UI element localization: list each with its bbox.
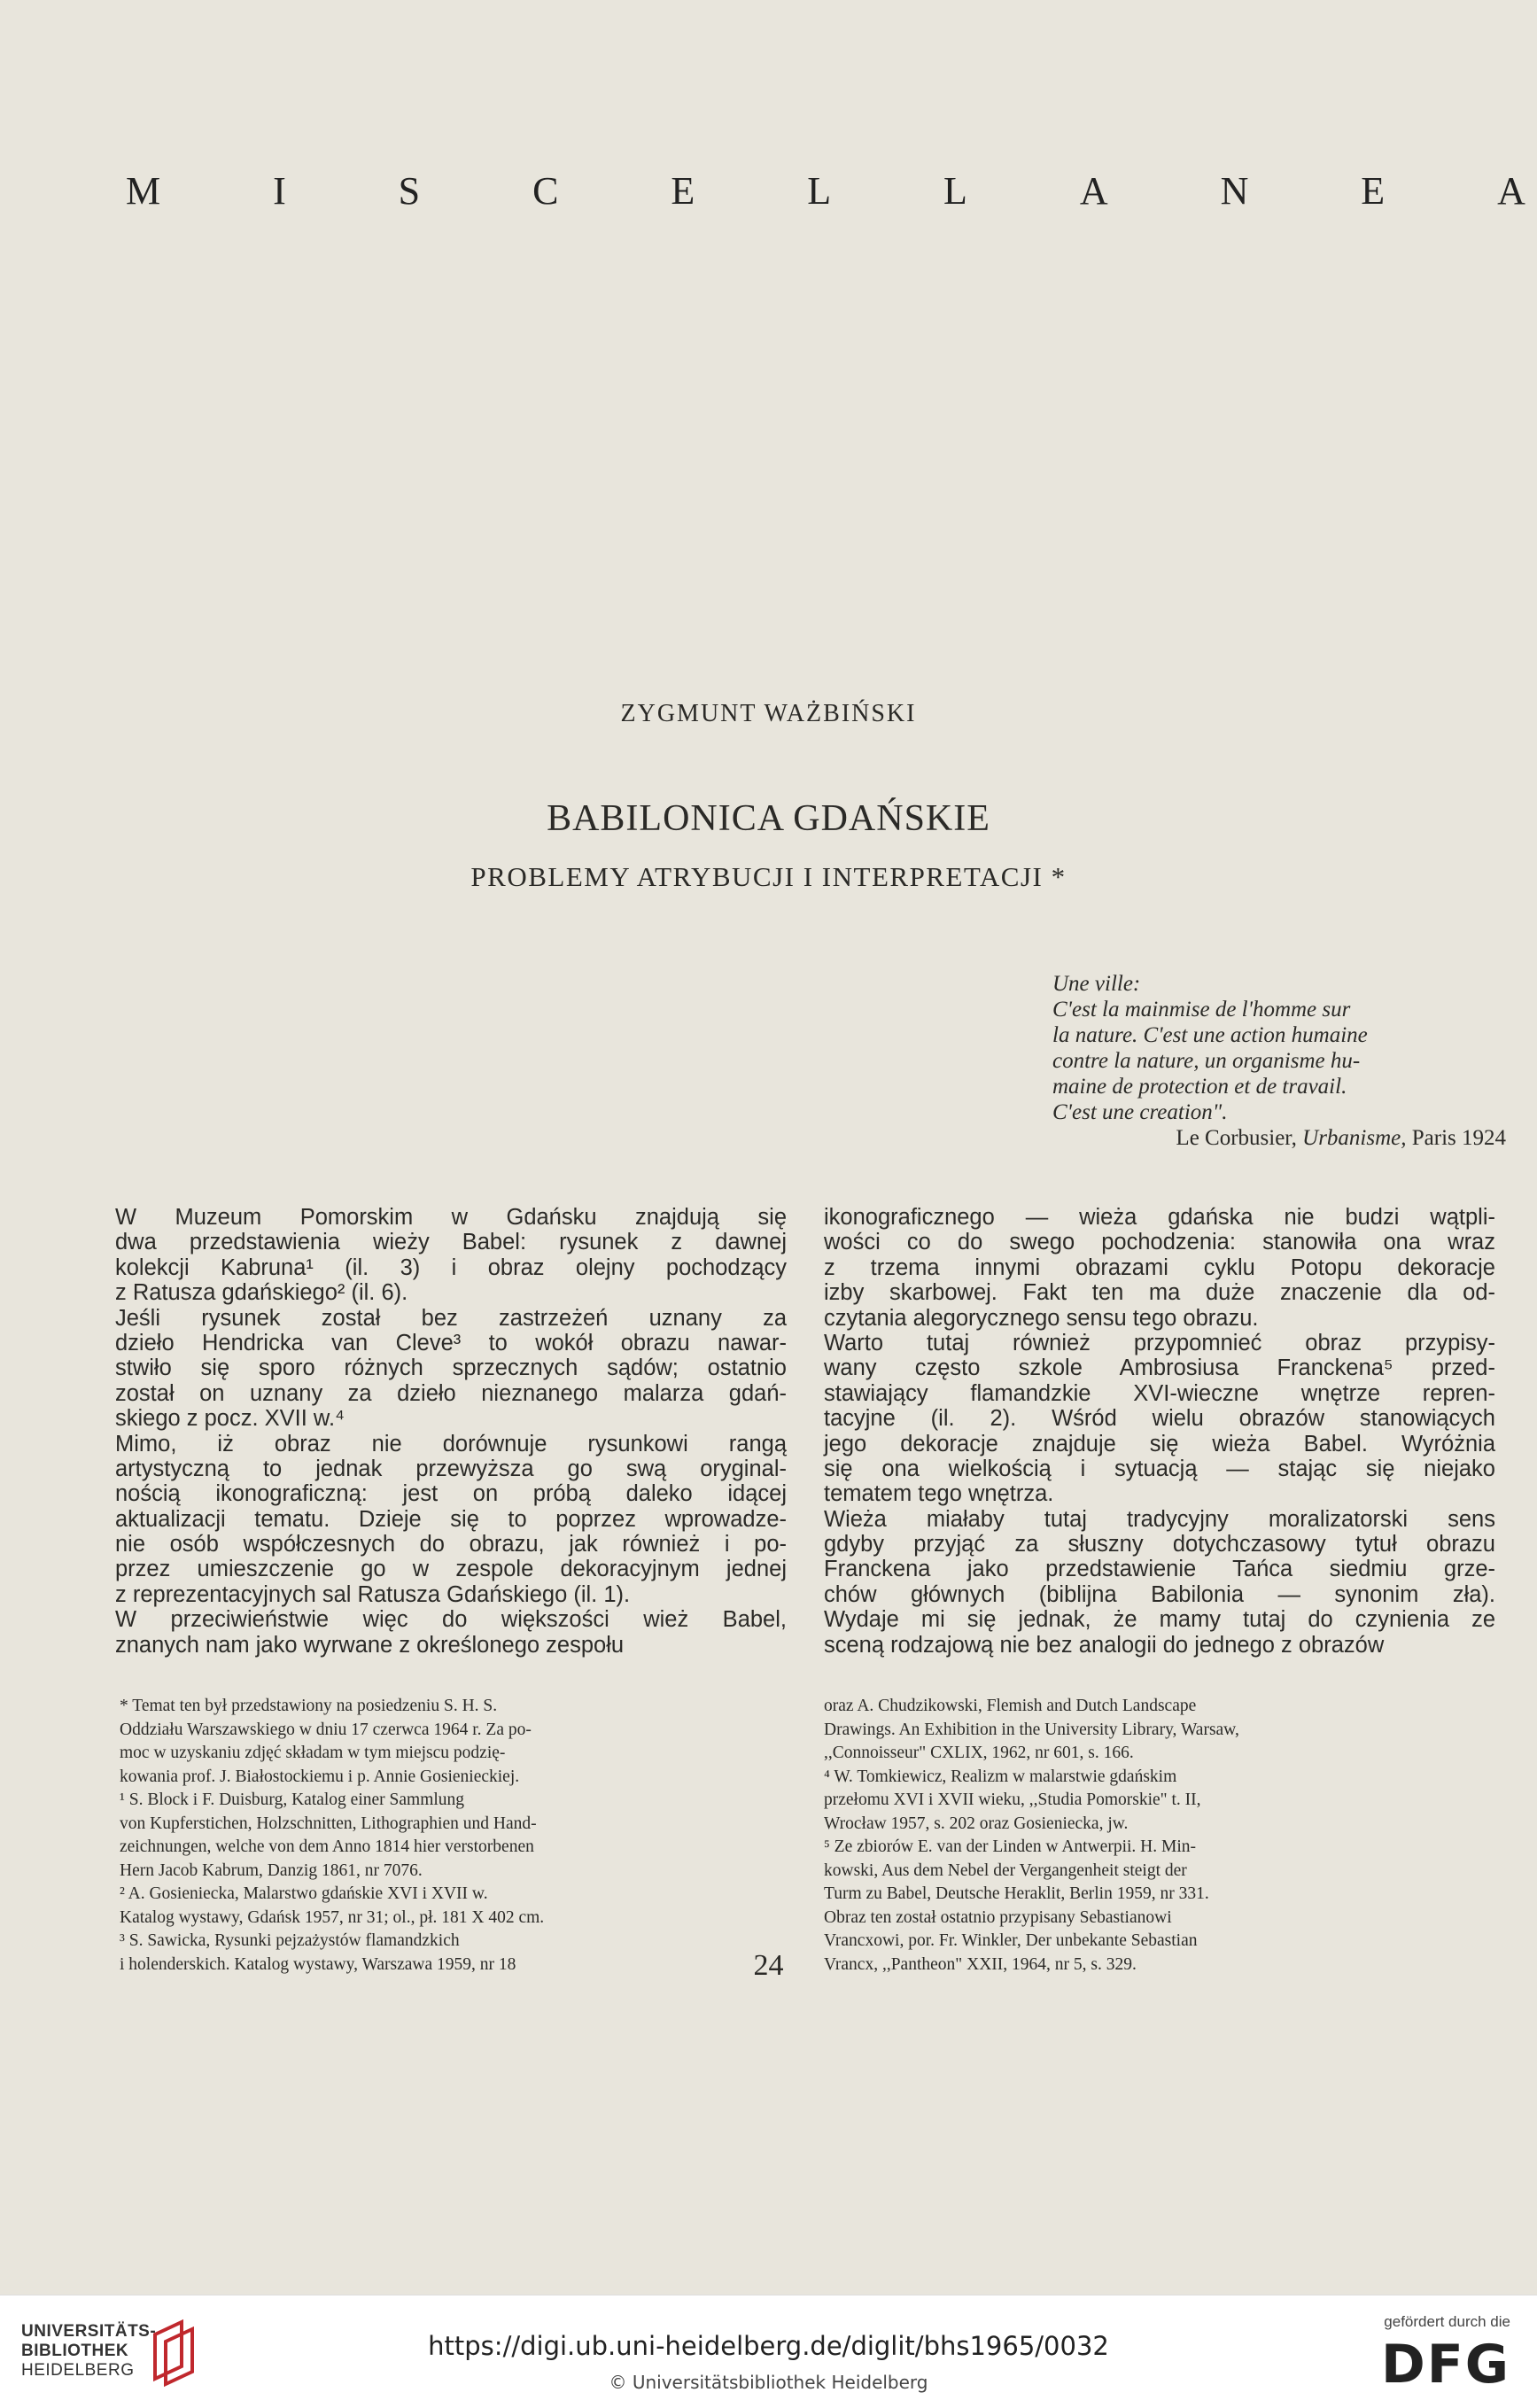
copyright-notice: © Universitätsbibliothek Heidelberg [609,2372,928,2393]
section-heading-letter: L [807,169,832,213]
body-text-line: dwa przedstawienia wieży Babel: rysunek z dawnej [115,1230,787,1255]
epigraph-line: C'est la mainmise de l'homme sur [1052,998,1351,1021]
footnote-line: Hern Jacob Kabrum, Danzig 1861, nr 7076. [120,1860,423,1880]
epigraph-source-work: Urbanisme, [1302,1126,1407,1150]
body-text-line: nością ikonograficzną: jest on próbą daleko idącej [115,1481,787,1507]
body-text-line: kolekcji Kabruna¹ (il. 3) i obraz olejny pochodzący [115,1254,787,1280]
footnotes-right [824,1695,1495,1977]
body-text-line: dzieło Hendricka van Cleve³ to wokół obrazu nawar- [115,1330,787,1355]
body-text-line: skiego z pocz. XVII w.⁴ [115,1406,345,1432]
footnote-line: * Temat ten był przedstawiony na posiedzeniu S. H. S. [120,1697,498,1715]
section-heading-letter: S [398,169,421,213]
body-text-line: ikonograficznego — wieża gdańska nie budzi wątpli- [824,1205,1495,1230]
footnote-line: ⁵ Ze zbiorów E. van der Linden w Antwerpii. H. Min- [824,1837,1196,1856]
footnote-line: Obraz ten został ostatnio przypisany Sebastianowi [824,1907,1172,1927]
footnote-line: von Kupferstichen, Holzschnitten, Lithographien und Hand- [120,1814,537,1833]
body-text-line: aktualizacji tematu. Dzieje się to poprzez wprowadze- [115,1506,787,1532]
body-text-line: wości co do swego pochodzenia: stanowiła ona wraz [824,1230,1495,1255]
epigraph [1052,971,1506,1151]
footnotes-left [120,1695,791,1977]
body-text-line: Wydaje mi się jednak, że mamy tutaj do czynienia ze [824,1607,1495,1633]
article-subtitle: PROBLEMY ATRYBUCJI I INTERPRETACJI * [470,861,1067,892]
section-heading-letter: E [671,169,695,213]
epigraph-source [1052,1125,1506,1151]
body-text-line: z reprezentacyjnych sal Ratusza Gdańskiego (il. 1). [115,1581,631,1607]
body-text-line: W Muzeum Pomorskim w Gdańsku znajdują się [115,1205,787,1230]
footnote-line: zeichnungen, welche von dem Anno 1814 hier verstorbenen [120,1837,534,1856]
body-text-line: stwiło się sporo różnych sprzecznych sądów; ostatnio [115,1355,787,1381]
footnote-line: Vrancx, ,,Pantheon" XXII, 1964, nr 5, s. 329. [824,1954,1137,1974]
body-text-line: znanych nam jako wyrwane z określonego zespołu [115,1632,625,1658]
footnote-line: ⁴ W. Tomkiewicz, Realizm w malarstwie gdańskim [824,1767,1177,1786]
footnote-line: Turm zu Babel, Deutsche Heraklit, Berlin 1959, nr 331. [824,1884,1209,1903]
epigraph-line: Une ville: [1052,972,1141,996]
footnote-line: Drawings. An Exhibition in the University Library, Warsaw, [824,1720,1239,1739]
body-text-line: się ona wielkością i sytuacją — stając się niejako [824,1456,1495,1481]
body-text-line: stawiający flamandzkie XVI-wieczne wnętrze repren- [824,1380,1495,1406]
body-text-line: gdyby przyjąć za słuszny dotychczasowy tytuł obrazu [824,1532,1495,1557]
footnote-line: kowski, Aus dem Nebel der Vergangenheit steigt der [824,1860,1187,1880]
body-text-line: Franckena jako przedstawienie Tańca siedmiu grze- [824,1557,1495,1582]
epigraph-line: maine de protection et de travail. [1052,1075,1347,1099]
article-author: ZYGMUNT WAŻBIŃSKI [620,700,917,727]
footnote-line: oraz A. Chudzikowski, Flemish and Dutch Landscape [824,1697,1197,1715]
epigraph-source-author: Le Corbusier, [1176,1126,1297,1150]
footnote-line: i holenderskich. Katalog wystawy, Warszawa 1959, nr 18 [120,1954,516,1974]
body-text-line: Jeśli rysunek został bez zastrzeżeń uznany za [115,1305,787,1331]
body-text-line: Mimo, iż obraz nie dorównuje rysunkowi rangą [115,1431,787,1456]
body-text-line: z Ratusza gdańskiego² (il. 6). [115,1280,408,1306]
body-text-line: czytania alegorycznego sensu tego obrazu. [824,1305,1259,1331]
footnote-line: ² A. Gosieniecka, Malarstwo gdańskie XVI i XVII w. [120,1884,488,1903]
body-text-line: artystyczną to jednak przewyższa go swą oryginal- [115,1456,787,1481]
permalink-url[interactable]: https://digi.ub.uni-heidelberg.de/diglit/bhs1965/0032 [428,2331,1109,2361]
footnote-line: Oddziału Warszawskiego w dniu 17 czerwca 1964 r. Za po- [120,1720,532,1739]
body-text-line: został on uznany za dzieło nieznanego malarza gdań- [115,1380,787,1406]
library-name-line: UNIVERSITÄTS- [21,2322,157,2341]
library-name-line: HEIDELBERG [21,2361,135,2380]
body-text-line: z trzema innymi obrazami cyklu Potopu dekoracje [824,1254,1495,1280]
body-text-line: przez umieszczenie go w zespole dekoracyjnym jednej [115,1557,787,1582]
funding-label: gefördert durch die [1384,2313,1510,2330]
footnote-line: ,,Connoisseur" CXLIX, 1962, nr 601, s. 166. [824,1744,1134,1762]
viewer-footer [0,2295,1537,2408]
page-number: 24 [753,1949,784,1982]
footnote-line: przełomu XVI i XVII wieku, ,,Studia Pomorskie" t. II, [824,1790,1201,1809]
body-text-line: W przeciwieństwie więc do większości wież Babel, [115,1607,787,1633]
body-text-line: chów głównych (biblijna Babilonia — synonim zła). [824,1581,1495,1607]
section-heading-letter: A [1079,169,1108,213]
section-heading-letter: I [273,169,286,213]
footnote-line: Wrocław 1957, s. 202 oraz Gosieniecka, jw. [824,1814,1129,1833]
footnote-line: Vrancxowi, por. Fr. Winkler, Der unbekante Sebastian [824,1931,1198,1950]
body-column-left [115,1205,787,1658]
section-heading-letter: A [1497,169,1525,213]
body-text-line: Warto tutaj również przypomnieć obraz przypisy- [824,1330,1495,1355]
library-name-line: BIBLIOTHEK [21,2342,129,2360]
body-text-line: nie osób współczesnych do obrazu, jak również i po- [115,1532,787,1557]
footnote-line: moc w uzyskaniu zdjęć składam w tym miejscu podzię- [120,1744,506,1762]
epigraph-line: C'est une creation". [1052,1100,1228,1124]
body-text-line: tacyjne (il. 2). Wśród wielu obrazów stanowiących [824,1406,1495,1432]
footnote-line: kowania prof. J. Białostockiemu i p. Annie Gosienieckiej. [120,1767,520,1786]
section-heading-letter: C [532,169,559,213]
body-text-line: sceną rodzajową nie bez analogii do jednego z obrazów [824,1632,1385,1658]
section-heading-letter: N [1220,169,1249,213]
dfg-logo: DFG [1380,2334,1510,2396]
section-heading-letter: M [126,169,161,213]
epigraph-line: la nature. C'est une action humaine [1052,1023,1368,1047]
section-heading-miscellanea [126,168,1525,214]
body-text-line: tematem tego wnętrza. [824,1481,1054,1507]
body-column-right [824,1205,1495,1658]
section-heading-letter: E [1361,169,1386,213]
body-text-line: wany często szkole Ambrosiusa Franckena⁵ przed- [824,1355,1495,1381]
body-text-line: Wieża miałaby tutaj tradycyjny moralizatorski sens [824,1506,1495,1532]
article-title: BABILONICA GDAŃSKIE [547,798,990,839]
section-heading-letter: L [943,169,967,213]
footnote-line: ³ S. Sawicka, Rysunki pejzażystów flamandzkich [120,1931,460,1950]
body-text-line: izby skarbowej. Fakt ten ma duże znaczenie dla od- [824,1280,1495,1306]
epigraph-source-place: Paris 1924 [1411,1126,1506,1150]
body-text-line: jego dekoracje znajduje się wieża Babel. Wyróżnia [824,1431,1495,1456]
footnote-line: Katalog wystawy, Gdańsk 1957, nr 31; ol., pł. 181 X 402 cm. [120,1907,545,1927]
footnote-line: ¹ S. Block i F. Duisburg, Katalog einer Sammlung [120,1790,465,1809]
epigraph-line: contre la nature, un organisme hu- [1052,1049,1361,1073]
